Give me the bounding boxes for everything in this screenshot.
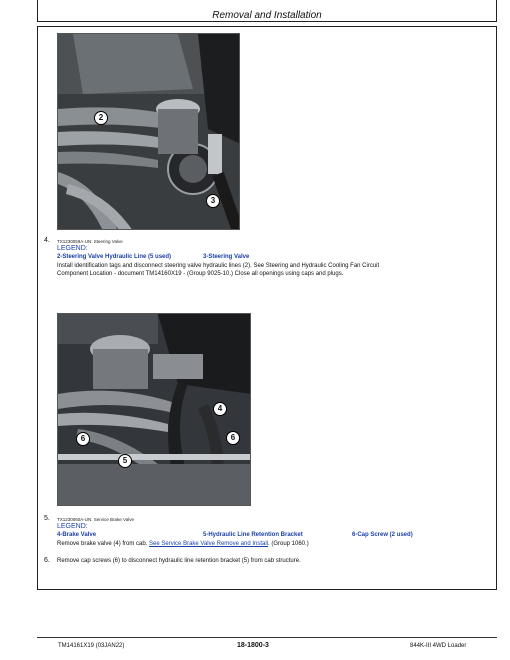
service-brake-valve-link[interactable]: See Service Brake Valve Remove and Install xyxy=(149,541,268,547)
brake-valve-photo xyxy=(57,313,251,506)
step-4-legend-item-3: 3-Steering Valve xyxy=(203,254,250,260)
step-4-line-2: Component Location - document TM14160X19 - (Group 9025-10.) Close all openings using caps and plugs. xyxy=(57,271,344,277)
callout-6-left: 6 xyxy=(76,432,90,446)
step-5-instructions xyxy=(57,540,309,548)
callout-2: 2 xyxy=(94,111,108,125)
step-4-legend-item-2: 2-Steering Valve Hydraulic Line (5 used) xyxy=(57,254,172,260)
step-5-number: 5. xyxy=(44,515,50,522)
callout-4: 4 xyxy=(213,402,227,416)
callout-5: 5 xyxy=(118,454,132,468)
step-5-text-after: . (Group 1060.) xyxy=(268,541,309,547)
steering-valve-photo xyxy=(57,33,240,230)
step-4-legend-title: LEGEND: xyxy=(57,245,88,252)
step-5-text-before: Remove brake valve (4) from cab. xyxy=(57,541,148,547)
page-header xyxy=(37,0,497,22)
step-5-legend-item-6: 6-Cap Screw (2 used) xyxy=(352,532,413,538)
step-4-caption: TX1230059A-UN: Steering Valve xyxy=(57,239,123,244)
step-5-caption: TX1230060A-UN: Service Brake Valve xyxy=(57,517,134,522)
callout-3: 3 xyxy=(206,194,220,208)
callout-6-right: 6 xyxy=(226,431,240,445)
step-6-number: 6. xyxy=(44,557,50,564)
step-5-legend-title: LEGEND: xyxy=(57,523,88,530)
page-title: Removal and Installation xyxy=(212,10,322,21)
footer-document-id: TM14161X19 (03JAN22) xyxy=(58,643,125,649)
step-4-line-1: Install identification tags and disconnect steering valve hydraulic lines (2). See Steering and Hydraulic Cooling Fan Circuit xyxy=(57,263,380,269)
step-6-instructions: Remove cap screws (6) to disconnect hydraulic line retention bracket (5) from cab structure. xyxy=(57,558,301,564)
footer-page-number: 18-1800-3 xyxy=(237,642,269,649)
step-4-number: 4. xyxy=(44,237,50,244)
step-5-legend-item-5: 5-Hydraulic Line Retention Bracket xyxy=(203,532,303,538)
step-4-instructions xyxy=(57,262,497,278)
footer-machine-name: 844K-III 4WD Loader xyxy=(410,643,467,649)
footer-divider xyxy=(37,637,497,638)
step-5-legend-item-4: 4-Brake Valve xyxy=(57,532,97,538)
